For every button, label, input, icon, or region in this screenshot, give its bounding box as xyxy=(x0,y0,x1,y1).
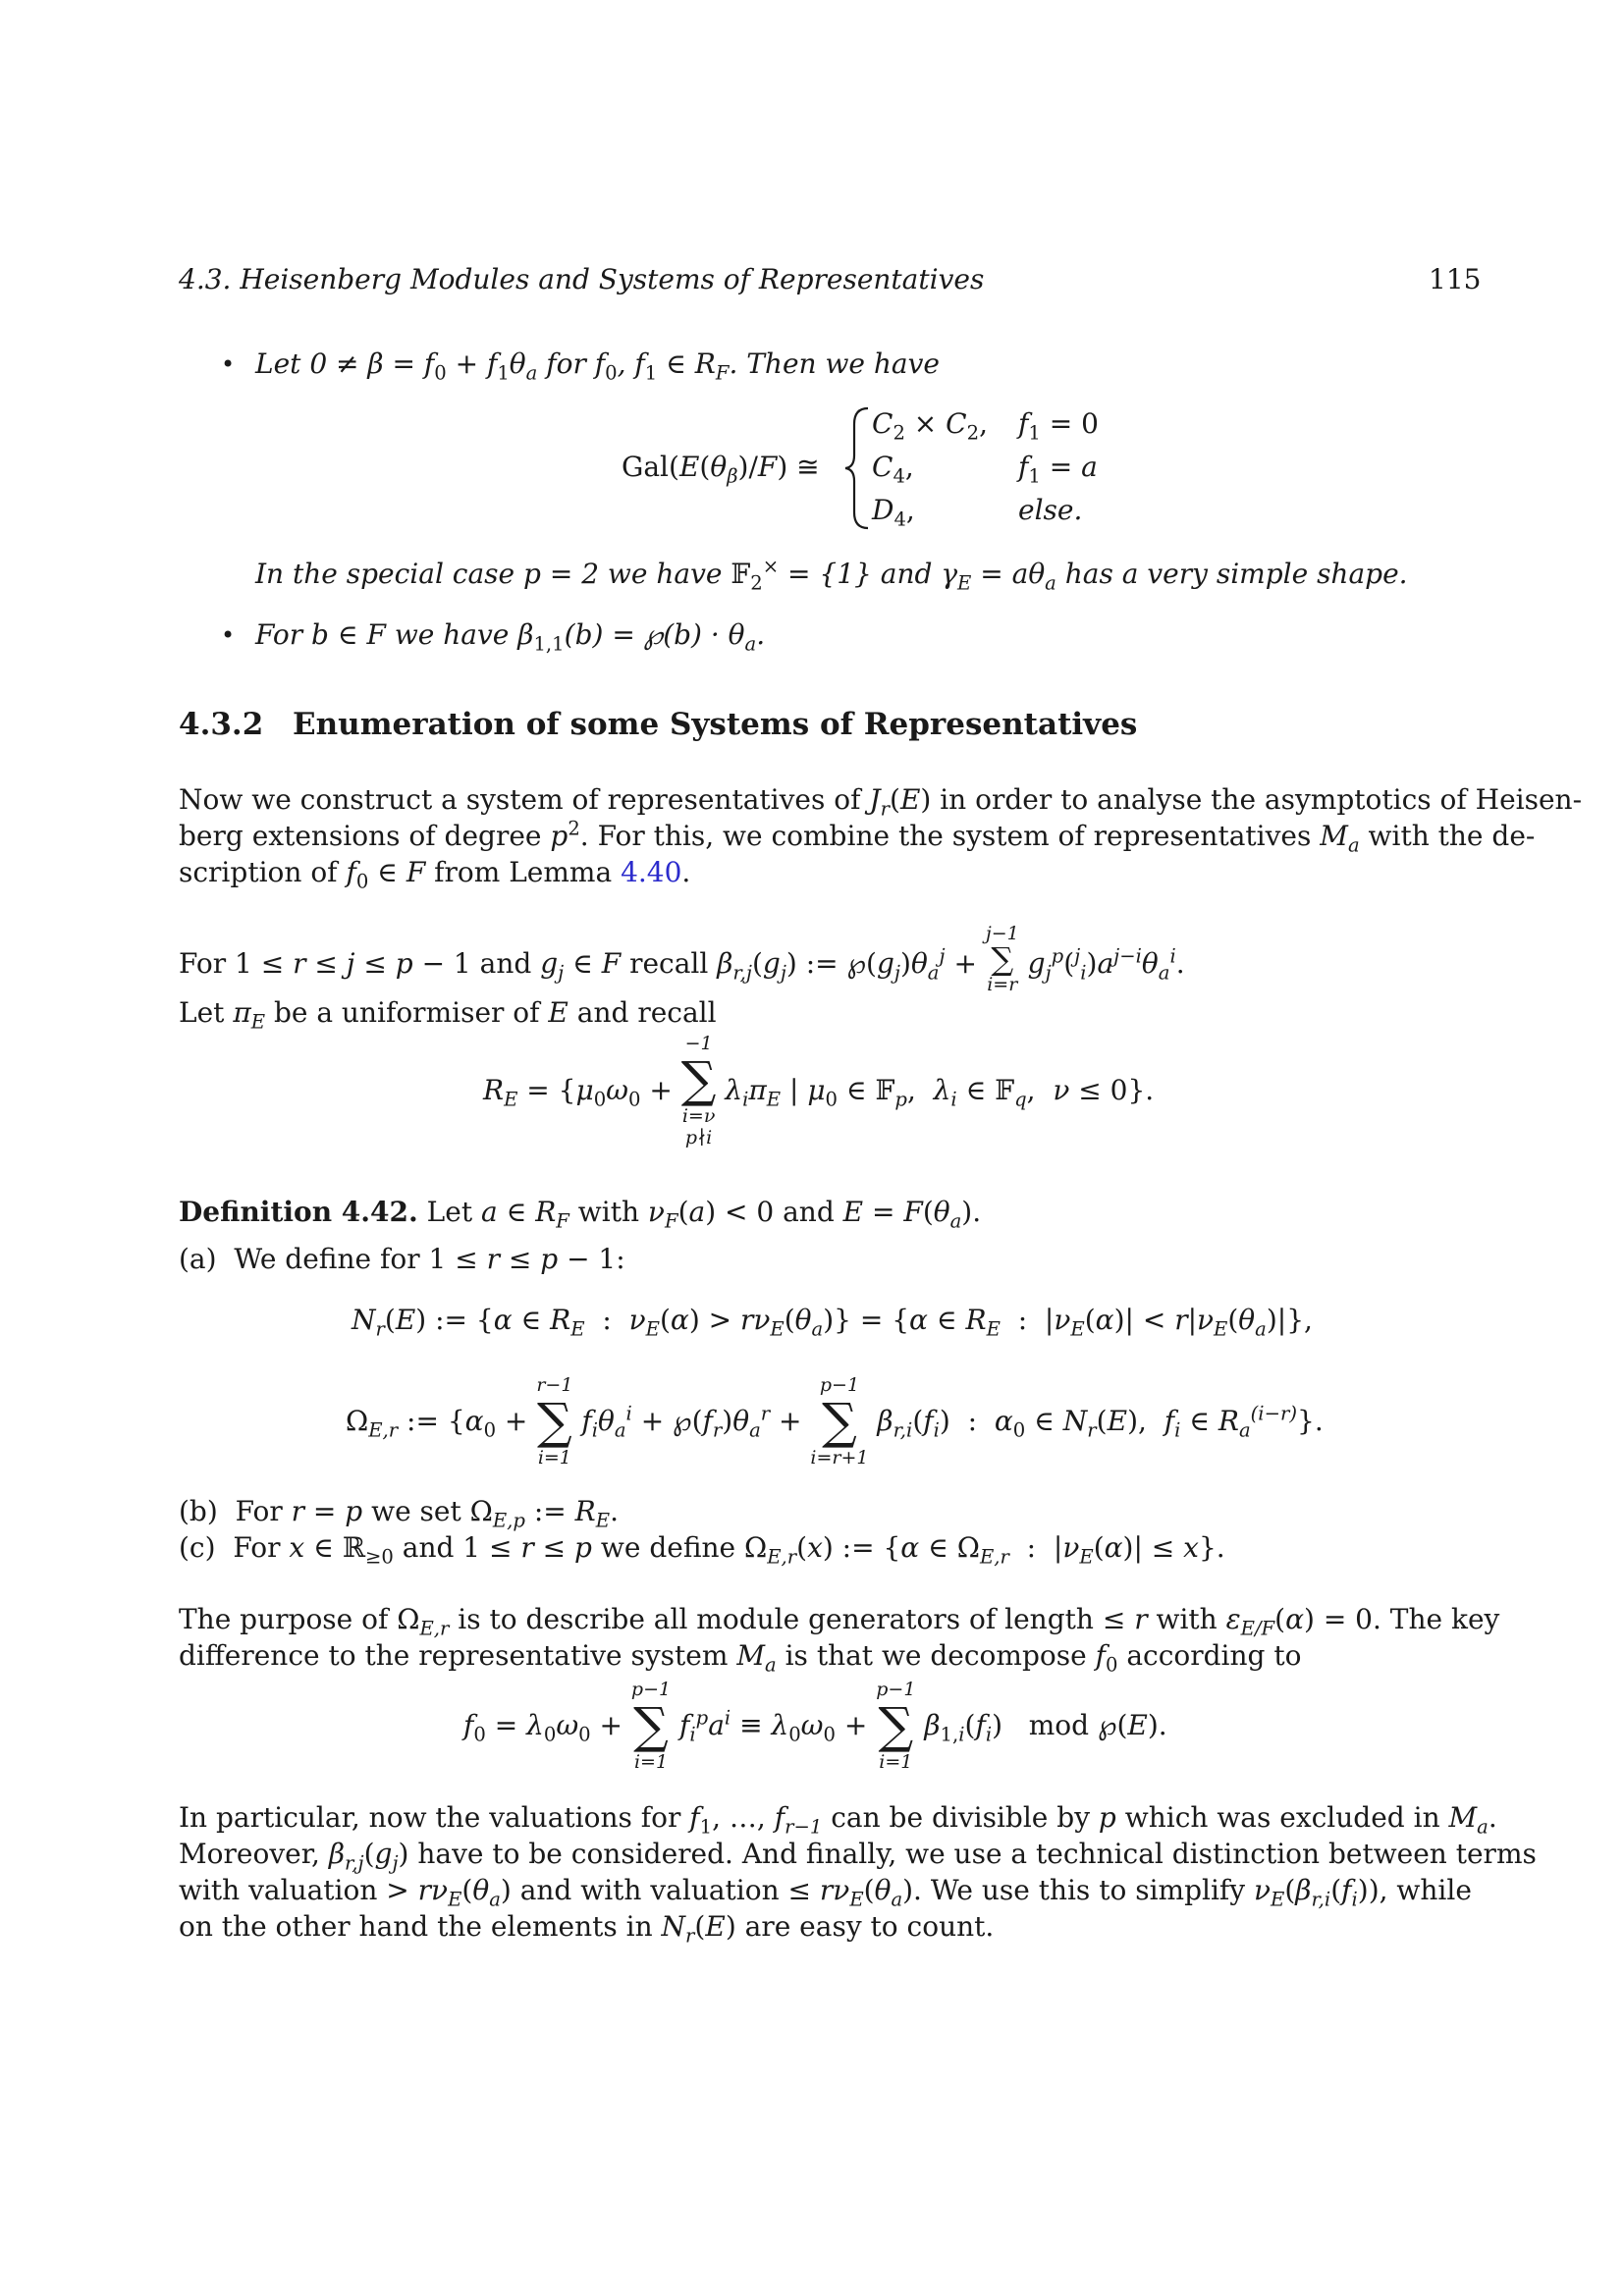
case-row-1-group: $C_2 \times C_2$, xyxy=(872,407,988,445)
case-row-3-group: $D_4$, xyxy=(872,494,915,531)
page-number: 115 xyxy=(1429,263,1482,295)
para2-line1: The purpose of $\Omega_{E,r}$ is to describe all module generators of length ≤ r with $\varepsilon_{E/F}(\alpha) = 0$. The key xyxy=(179,1603,1500,1640)
Nr-formula: $N_r(E)$ := {α ∈ $R_E$ : $\nu_E(\alpha) > r\nu_E(\theta_a)\} = \{\alpha$ ∈ $R_E$ : $|\nu_E(\alpha)| < r|\nu_E(\theta_a)|$}, xyxy=(352,1304,1313,1341)
f0-formula: $f_0 = \lambda_0\omega_0$ + p−1 ∑ i=1 $f_i^pa^i \equiv \lambda_0\omega_0$ + p−1 ∑ i=1 $\beta_{1,i}(f_i)$ mod ℘(E). xyxy=(463,1679,1167,1773)
case-row-3-cond: else. xyxy=(1018,494,1083,526)
para2-line2: difference to the representative system $M_a$ is that we decompose $f_0$ according to xyxy=(179,1639,1302,1677)
RE-formula: $R_E = \{\mu_0\omega_0$ + −1 ∑ i=ν p∤i $\lambda_i\pi_E$ | $\mu_0$ ∈ 𝔽$_p$, $\lambda_i$ ∈ 𝔽$_q$, ν ≤ 0}. xyxy=(483,1033,1155,1148)
para3-line1: In particular, now the valuations for $f_1$, …, $f_{r-1}$ can be divisible by p which was excluded in $M_a$. xyxy=(179,1801,1497,1839)
case-row-2-group: $C_4$, xyxy=(872,451,914,488)
gal-lhs: $Gal(E(\theta_\beta)/F)$ ≅ xyxy=(622,451,820,488)
para1-line2: berg extensions of degree $p^2$. For this, we combine the system of representatives $M_a$ with the de- xyxy=(179,817,1536,857)
para1-line3: scription of $f_0$ ∈ F from Lemma 4.40. xyxy=(179,856,691,893)
item-c: (c) For x ∈ ℝ$_{\ge 0}$ and 1 ≤ r ≤ p we define $\Omega_{E,r}(x)$ := {α ∈ $\Omega_{E,r}$ : $|\nu_E(\alpha)| \le x$}. xyxy=(179,1531,1225,1569)
definition-line: Definition 4.42. Let a ∈ $R_F$ with $\nu_F(a) < 0$ and $E = F(\theta_a)$. xyxy=(179,1196,982,1233)
bullet-icon: • xyxy=(221,621,236,649)
lemma-4-40-link[interactable]: 4.40 xyxy=(621,856,682,888)
sum-symbol: j−1 ∑ i=r xyxy=(985,923,1019,995)
bullet2-text: For b ∈ F we have $\beta_{1,1}(b)$ = ℘(b) · $\theta_a$. xyxy=(255,618,766,656)
Omega-formula: $\Omega_{E,r}$ := {$\alpha_0$ + r−1 ∑ i=1 $f_i\theta_a^i$ + $℘(f_r)\theta_a^r$ + p−1 ∑ i=r+1 $\beta_{r,i}(f_i)$ : $\alpha_0$ ∈ $N_r(E)$, $f_i$ ∈ $R_a^{(i-r)}$}. xyxy=(346,1374,1324,1468)
subsection-number: 4.3.2 xyxy=(179,707,264,742)
case-row-2-cond: $f_1 = a$ xyxy=(1018,451,1098,488)
sum-symbol: −1 ∑ i=ν p∤i xyxy=(680,1033,717,1148)
cases-brace xyxy=(842,404,872,532)
item-b: (b) For r = p we set $\Omega_{E,p}$ := $R_E$. xyxy=(179,1495,619,1532)
bullet-icon: • xyxy=(221,350,236,378)
para3-line4: on the other hand the elements in $N_r(E)$ are easy to count. xyxy=(179,1910,995,1948)
recall-line: For 1 ≤ r ≤ j ≤ p − 1 and $g_j$ ∈ F recall $\beta_{r,j}(g_j)$ := $℘(g_j)\theta_a^j$ + j−1 ∑ i=r $g_j^p(^j_i)a^{j-i}\theta_a^i$. xyxy=(179,923,1185,995)
para1-line1: Now we construct a system of representatives of $J_r(E)$ in order to analyse the asymptotics of Heisen- xyxy=(179,783,1583,821)
case-row-1-cond: $f_1 = 0$ xyxy=(1018,407,1099,445)
subsection-title: Enumeration of some Systems of Representatives xyxy=(293,707,1138,742)
sum-symbol: r−1 ∑ i=1 xyxy=(536,1374,573,1468)
sum-symbol: p−1 ∑ i=1 xyxy=(876,1679,916,1773)
special-case-text: In the special case p = 2 we have 𝔽$_2$× = {1} and $\gamma_E = a\theta_a$ has a very simple shape. xyxy=(255,555,1408,595)
definition-label: Definition 4.42. xyxy=(179,1196,418,1228)
uniformiser-line: Let $\pi_E$ be a uniformiser of E and recall xyxy=(179,996,717,1034)
para3-line2: Moreover, $\beta_{r,j}(g_j)$ have to be considered. And finally, we use a technical distinction between terms xyxy=(179,1838,1537,1875)
para3-line3: with valuation > $r\nu_E(\theta_a)$ and with valuation ≤ $r\nu_E(\theta_a)$. We use this to simplify $\nu_E(\beta_{r,i}(f_i))$, while xyxy=(179,1874,1472,1911)
bullet1-content: Let $0 \ne \beta = f_0 + f_1\theta_a$ for $f_0$, $f_1$ ∈ $R_F$. Then we have xyxy=(255,347,941,385)
sum-symbol: p−1 ∑ i=r+1 xyxy=(810,1374,869,1468)
item-a: (a) We define for 1 ≤ r ≤ p − 1: xyxy=(179,1243,625,1275)
sum-symbol: p−1 ∑ i=1 xyxy=(630,1679,672,1773)
running-header-title: 4.3. Heisenberg Modules and Systems of Representatives xyxy=(179,263,985,295)
bullet1-text xyxy=(255,346,940,383)
